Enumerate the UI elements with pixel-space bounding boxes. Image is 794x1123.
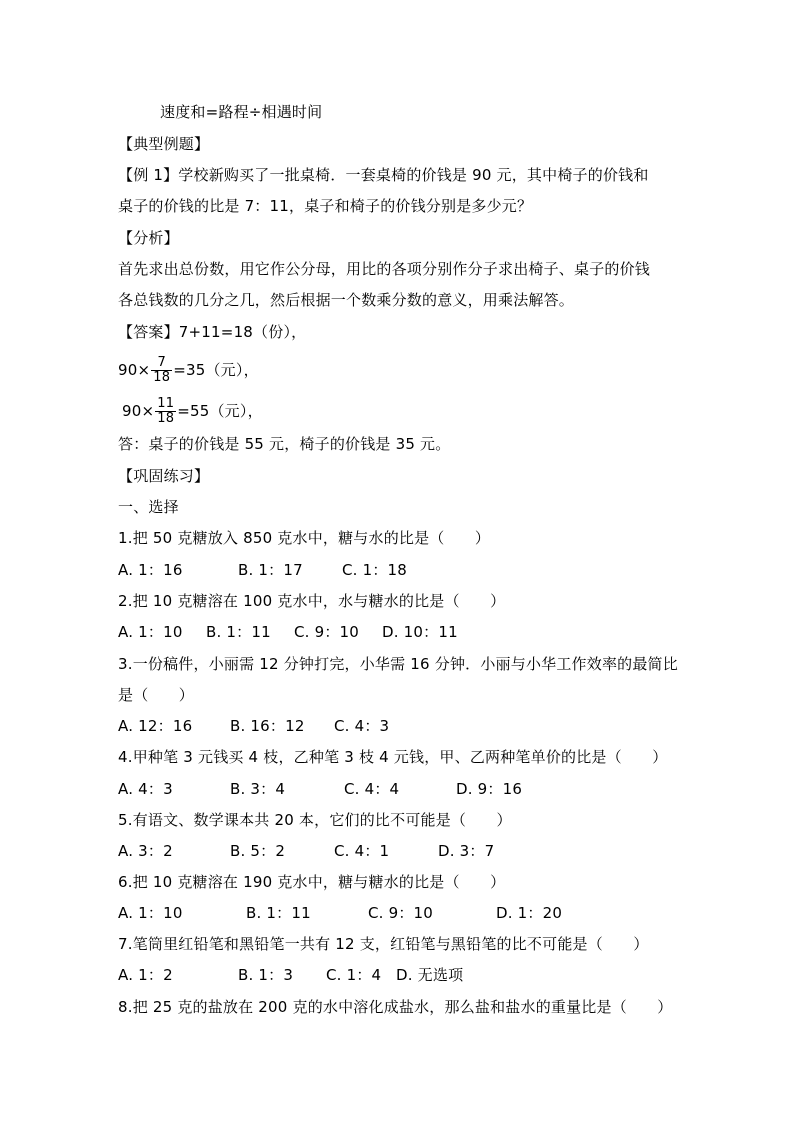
- question-1-options: [118, 560, 407, 580]
- analysis-heading: 【分析】: [118, 229, 179, 247]
- fraction-numerator: 7: [151, 356, 172, 371]
- option-a: A. 3：2: [118, 842, 173, 860]
- option-c: C. 4：3: [334, 717, 390, 735]
- option-c: C. 9：10: [294, 623, 360, 641]
- question-2: 2.把 10 克糖溶在 100 克水中，水与糖水的比是（ ）: [118, 592, 506, 610]
- question-5: 5.有语文、数学课本共 20 本，它们的比不可能是（ ）: [118, 811, 512, 829]
- fraction-7-18: [151, 356, 172, 385]
- question-3-options: [118, 716, 389, 736]
- analysis-line-2: 各总钱数的几分之几，然后根据一个数乘分数的意义，用乘法解答。: [118, 291, 575, 309]
- option-b: B. 1：3: [238, 966, 294, 984]
- example-line-1: 【例 1】学校新购买了一批桌椅．一套桌椅的价钱是 90 元，其中椅子的价钱和: [118, 166, 649, 184]
- question-4: 4.甲种笔 3 元钱买 4 枝，乙种笔 3 枝 4 元钱，甲、乙两种笔单价的比是（ ）: [118, 748, 668, 766]
- calc2-suffix: =55（元），: [177, 402, 263, 420]
- question-2-options: [118, 622, 458, 642]
- option-a: A. 1：10: [118, 904, 183, 922]
- option-b: B. 1：17: [238, 561, 303, 579]
- fraction-numerator: 11: [157, 396, 175, 411]
- calc-line-1: [118, 356, 259, 385]
- fraction-11-18: [155, 397, 176, 426]
- option-a: A. 1：10: [118, 623, 183, 641]
- question-1: 1.把 50 克糖放入 850 克水中，糖与水的比是（ ）: [118, 529, 491, 547]
- section-example-heading: 【典型例题】: [118, 135, 210, 153]
- option-d: D. 3：7: [438, 842, 495, 860]
- formula-line: 速度和=路程÷相遇时间: [160, 103, 323, 121]
- option-a: A. 1：16: [118, 561, 183, 579]
- option-d: D. 10：11: [382, 623, 458, 641]
- option-b: B. 3：4: [230, 780, 286, 798]
- calc1-prefix: 90×: [118, 361, 151, 379]
- question-8: 8.把 25 克的盐放在 200 克的水中溶化成盐水，那么盐和盐水的重量比是（ ）: [118, 998, 673, 1016]
- question-4-options: [118, 779, 522, 799]
- option-a: A. 12：16: [118, 717, 193, 735]
- option-b: B. 5：2: [230, 842, 286, 860]
- analysis-line-1: 首先求出总份数，用它作公分母，用比的各项分别作分子求出椅子、桌子的价钱: [118, 260, 651, 278]
- option-d: D. 1：20: [496, 904, 563, 922]
- calc1-suffix: =35（元），: [173, 361, 259, 379]
- part-one-heading: 一、选择: [118, 498, 179, 516]
- section-practice-heading: 【巩固练习】: [118, 467, 210, 485]
- option-a: A. 4：3: [118, 780, 173, 798]
- option-b: B. 16：12: [230, 717, 305, 735]
- option-b: B. 1：11: [206, 623, 271, 641]
- question-7-options: [118, 965, 463, 985]
- example-line-2: 桌子的价钱的比是 7：11，桌子和椅子的价钱分别是多少元？: [118, 197, 533, 215]
- answer-line: 【答案】7+11=18（份），: [118, 323, 307, 341]
- option-a: A. 1：2: [118, 966, 173, 984]
- option-c: C. 1：4: [326, 966, 382, 984]
- answer-final: 答：桌子的价钱是 55 元，椅子的价钱是 35 元。: [118, 435, 451, 453]
- question-6: 6.把 10 克糖溶在 190 克水中，糖与糖水的比是（ ）: [118, 873, 506, 891]
- option-c: C. 4：1: [334, 842, 390, 860]
- option-c: C. 4：4: [344, 780, 400, 798]
- option-d: D. 无选项: [396, 966, 464, 984]
- question-7: 7.笔筒里红铅笔和黑铅笔一共有 12 支，红铅笔与黑铅笔的比不可能是（ ）: [118, 935, 649, 953]
- question-3-cont: 是（ ）: [118, 686, 195, 704]
- option-c: C. 9：10: [368, 904, 434, 922]
- question-5-options: [118, 841, 494, 861]
- calc-line-2: [122, 397, 263, 426]
- option-d: D. 9：16: [456, 780, 523, 798]
- option-c: C. 1：18: [342, 561, 408, 579]
- fraction-denominator: 18: [157, 411, 175, 426]
- option-b: B. 1：11: [246, 904, 311, 922]
- fraction-denominator: 18: [153, 370, 171, 385]
- question-3: 3.一份稿件，小丽需 12 分钟打完，小华需 16 分钟．小丽与小华工作效率的最简比: [118, 655, 678, 673]
- question-6-options: [118, 903, 562, 923]
- calc2-prefix: 90×: [122, 402, 155, 420]
